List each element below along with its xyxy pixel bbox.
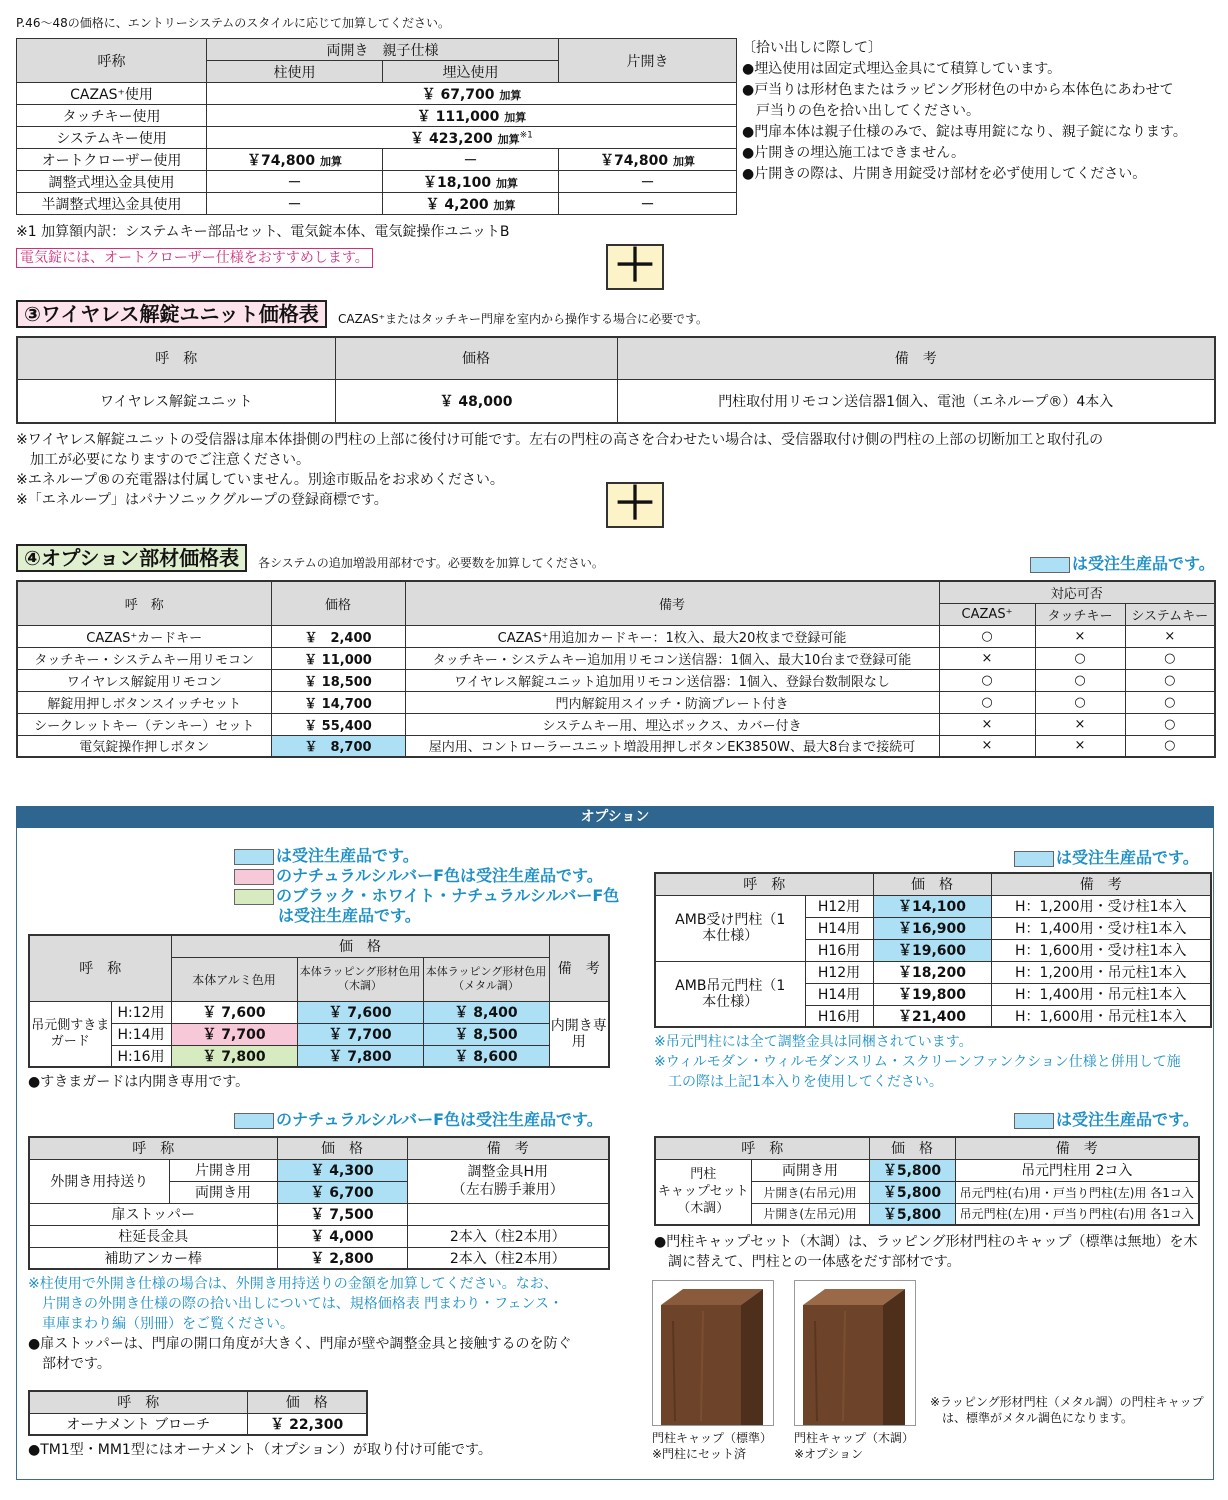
made-to-order-legend: は受注生産品です。 [1030, 554, 1215, 574]
header-embed: 埋込使用 [383, 61, 559, 83]
option-parts-table: 呼 称 価格 備考 対応可否 CAZAS⁺ タッチキー システムキー CAZAS⁺カードキー ￥ 2,400 CAZAS⁺用追加カードキー：1枚入、最大20枚まで登録可能 ○ × × タッチキー・システムキー用リモコン ￥ 11,000 タッチキー・システムキー追加用リモコン送信器：1個入、最大10台まで登録可能 × ○ ○ ワイヤレス解錠用リモコン ￥ 18,500 ワイヤレス解錠ユニット追加用リモコン送信器：1個入、登録台数制限なし ○ ○ ○ 解錠用押しボタンスイッチセット ￥ 14,700 門内解錠用スイッチ・防滴プレート付き ○ ○ ○ シークレットキー（テンキー）セット ￥ 55,400 システムキー用、埋込ボックス、カバー付き × × ○ 電気錠操作押しボタン ￥ 8,700 屋内用、コントローラーユニット増設用押しボタンEK3850W、最大8台まで接続可 × × ○ [16, 580, 1216, 758]
table-row: 柱延長金具 ￥ 4,000 2本入（柱2本用） [29, 1225, 609, 1247]
cap-standard-image [652, 1280, 774, 1426]
ornament-footnote: ●TM1型・MM1型にはオーナメント（オプション）が取り付け可能です。 [28, 1442, 492, 1458]
option-bar: オプション [16, 806, 1214, 828]
table-row: H:14用 ￥ 7,700 ￥ 7,700 ￥ 8,500 [29, 1023, 609, 1045]
table-row: 解錠用押しボタンスイッチセット ￥ 14,700 門内解錠用スイッチ・防滴プレート付き ○ ○ ○ [17, 691, 1215, 713]
pink-note: 電気錠には、オートクローザー仕様をおすすめします。 [16, 248, 373, 268]
section-4-subtitle: 各システムの追加増設用部材です。必要数を加算してください。 [258, 556, 604, 570]
table-row: システムキー使用 ￥ 423,200 加算$^{※1}$ [17, 127, 737, 149]
table-row: 補助アンカー棒 ￥ 2,800 2本入（柱2本用） [29, 1247, 609, 1269]
cap-side-note: ※ラッピング形材門柱（メタル調）の門柱キャップ は、標準がメタル調色になります。 [930, 1395, 1204, 1425]
parts-table: 呼 称 価 格 備 考 外開き用持送り 片開き用 ￥ 4,300 調整金具H用 （左右勝手兼用） 両開き用 ￥ 6,700 扉ストッパー ￥ 7,500 柱延長金具 ￥ 4,000 2本入（柱2本用） 補助アンカー棒 ￥ 2,800 2本入（柱2本用） [28, 1136, 610, 1270]
wireless-unit-table: 呼 称 価格 備 考 ワイヤレス解錠ユニット ￥ 48,000 門柱取付用リモコン送信器1個入、電池（エネループ®）4本入 [16, 336, 1216, 424]
table-row: 半調整式埋込金具使用 － ￥ 4,200 加算 － [17, 193, 737, 215]
table-row: CAZAS⁺カードキー ￥ 2,400 CAZAS⁺用追加カードキー：1枚入、最大20枚まで登録可能 ○ × × [17, 625, 1215, 647]
gap-footnote: ●すきまガードは内開き専用です。 [28, 1074, 250, 1090]
legend-group: は受注生産品です。 のナチュラルシルバーF色は受注生産品です。 のブラック・ホワイト・ナチュラルシルバーF色 は受注生産品です。 [234, 846, 619, 926]
table-row: H:16用 ￥ 7,800 ￥ 7,800 ￥ 8,600 [29, 1045, 609, 1067]
table-row: タッチキー使用 ￥ 111,000 加算 [17, 105, 737, 127]
cap-wood-caption: 門柱キャップ（木調） ※オプション [794, 1431, 915, 1461]
plus-icon: ＋ [606, 482, 664, 528]
addon-price-table [16, 38, 737, 215]
section-3-notes: ※ワイヤレス解錠ユニットの受信器は扉本体掛側の門柱の上部に後付け可能です。左右の門柱の高さを合わせたい場合は、受信器取付け側の門柱の上部の切断加工と取付孔の 加工が必要になりますのでご注意ください。 ※エネループ®の充電器は付属していません。別途市販品をお求めください。 ※「エネループ」はパナソニックグループの登録商標です。 [16, 432, 1104, 508]
header-name: 呼称 [17, 39, 207, 83]
table-row: 両開き用 ￥ 6,700 [29, 1181, 609, 1203]
table-row: 外開き用持送り 片開き用 ￥ 4,300 調整金具H用 （左右勝手兼用） [29, 1159, 609, 1181]
table-row: H16用 ￥21,400 H：1,600用・吊元柱1本入 [655, 1005, 1211, 1027]
amb-legend: は受注生産品です。 [1014, 848, 1199, 868]
header-pillar: 柱使用 [207, 61, 383, 83]
header-double: 両開き 親子仕様 [207, 39, 559, 61]
parts-legend: のナチュラルシルバーF色は受注生産品です。 [234, 1110, 603, 1130]
pickup-notes: 〔拾い出しに際して〕 ●埋込使用は固定式埋込金具にて積算しています。 ●戸当りは形材色またはラッピング形材色の中から本体色にあわせて 戸当りの色を拾い出してください。 ●門扉本体は親子仕様のみで、錠は専用錠になり、親子錠になります。 ●片開きの埋込施工はできません。 ●片開きの際は、片開き用錠受け部材を必ず使用してください。 [742, 40, 1187, 182]
table-row: シークレットキー（テンキー）セット ￥ 55,400 システムキー用、埋込ボックス、カバー付き × × ○ [17, 713, 1215, 735]
parts-notes: ●扉ストッパーは、門扉の開口角度が大きく、門扉が壁や調整金具と接触するのを防ぐ 部材です。 [28, 1336, 572, 1372]
table-row: ワイヤレス解錠ユニット ￥ 48,000 門柱取付用リモコン送信器1個入、電池（エネループ®）4本入 [17, 379, 1215, 423]
header-single: 片開き [559, 39, 737, 83]
table-row: ワイヤレス解錠用リモコン ￥ 18,500 ワイヤレス解錠ユニット追加用リモコン送信器：1個入、登録台数制限なし ○ ○ ○ [17, 669, 1215, 691]
cap-legend: は受注生産品です。 [1014, 1110, 1199, 1130]
table-row: AMB受け門柱（1本仕様） H12用 ￥14,100 H：1,200用・受け柱1本入 [655, 895, 1211, 917]
cap-standard-caption: 門柱キャップ（標準） ※門柱にセット済 [652, 1431, 773, 1461]
table-row: H14用 ￥19,800 H：1,400用・吊元柱1本入 [655, 983, 1211, 1005]
table-row: H16用 ￥19,600 H：1,600用・受け柱1本入 [655, 939, 1211, 961]
section-3-subtitle: CAZAS⁺またはタッチキー門扉を室内から操作する場合に必要です。 [338, 312, 709, 326]
cap-set-table: 呼 称 価 格 備 考 門柱 キャップセット （木調） 両開き用 ￥5,800 吊元門柱用 2コ入 片開き(右吊元)用 ￥5,800 吊元門柱(右)用・戸当り門柱(左)用 各1コ入 片開き(左吊元)用 ￥5,800 吊元門柱(左)用・戸当り門柱(右)用 各1コ入 [654, 1136, 1200, 1226]
parts-notes-blue: ※柱使用で外開き仕様の場合は、外開き用持送りの金額を加算してください。なお、 片開きの外開き仕様の際の拾い出しについては、規格価格表 門まわり・フェンス・ 車庫まわり編（別冊）をご覧ください。 [28, 1276, 564, 1332]
table-row: 電気錠操作押しボタン ￥ 8,700 屋内用、コントローラーユニット増設用押しボタンEK3850W、最大8台まで接続可 × × ○ [17, 735, 1215, 757]
amb-pillar-table: 呼 称 価 格 備 考 AMB受け門柱（1本仕様） H12用 ￥14,100 H：1,200用・受け柱1本入 H14用 ￥16,900 H：1,400用・受け柱1本入 H16用 ￥19,600 H：1,600用・受け柱1本入 AMB吊元門柱（1本仕様） H12用 ￥18,200 H：1,200用・吊元柱1本入 H14用 ￥19,800 H：1,400用・吊元柱1本入 H16用 ￥21,400 H：1,600用・吊元柱1本入 [654, 872, 1212, 1028]
plus-icon: ＋ [606, 244, 664, 290]
gap-guard-table: 呼 称 価 格 備 考 本体アルミ色用 本体ラッピング形材色用 （木調） 本体ラッピング形材色用 （メタル調） 吊元側すきまガード H:12用 ￥ 7,600 ￥ 7,600 ￥ 8,400 内開き専用 H:14用 ￥ 7,700 ￥ 7,700 ￥ 8,500 H:16用 ￥ 7,800 ￥ 7,800 ￥ 8,600 [28, 934, 610, 1068]
table-row: 扉ストッパー ￥ 7,500 [29, 1203, 609, 1225]
table-row: 調整式埋込金具使用 － ￥18,100 加算 － [17, 171, 737, 193]
cap-notes: ●門柱キャップセット（木調）は、ラッピング形材門柱のキャップ（標準は無地）を木 調に替えて、門柱との一体感をだす部材です。 [654, 1234, 1198, 1270]
amb-notes: ※吊元門柱には全て調整金具は同梱されています。 ※ウィルモダン・ウィルモダンスリム・スクリーンファンクション仕様と併用して施 工の際は上記1本入りを使用してください。 [654, 1034, 1181, 1090]
ornament-table: 呼 称 価 格 オーナメント ブローチ ￥ 22,300 [28, 1390, 368, 1436]
intro-text: P.46～48の価格に、エントリーシステムのスタイルに応じて加算してください。 [16, 16, 451, 30]
table-row: CAZAS⁺使用 ￥ 67,700 加算 [17, 83, 737, 105]
table-row: 吊元側すきまガード H:12用 ￥ 7,600 ￥ 7,600 ￥ 8,400 内開き専用 [29, 1001, 609, 1023]
cap-wood-image [794, 1280, 916, 1426]
table-row: オートクローザー使用 ￥74,800 加算 － ￥74,800 加算 [17, 149, 737, 171]
section-4-title: ④オプション部材価格表 [16, 544, 247, 572]
table-row: 門柱 キャップセット （木調） 両開き用 ￥5,800 吊元門柱用 2コ入 [655, 1159, 1199, 1181]
table-row: タッチキー・システムキー用リモコン ￥ 11,000 タッチキー・システムキー追加用リモコン送信器：1個入、最大10台まで登録可能 × ○ ○ [17, 647, 1215, 669]
table-row: AMB吊元門柱（1本仕様） H12用 ￥18,200 H：1,200用・吊元柱1本入 [655, 961, 1211, 983]
section-3-title: ③ワイヤレス解錠ユニット価格表 [16, 300, 327, 328]
table-row: 片開き(左吊元)用 ￥5,800 吊元門柱(左)用・戸当り門柱(右)用 各1コ入 [655, 1203, 1199, 1225]
table-row: H14用 ￥16,900 H：1,400用・受け柱1本入 [655, 917, 1211, 939]
table-row: オーナメント ブローチ ￥ 22,300 [29, 1413, 367, 1435]
legend-swatch [1030, 557, 1070, 573]
table-row: 片開き(右吊元)用 ￥5,800 吊元門柱(右)用・戸当り門柱(左)用 各1コ入 [655, 1181, 1199, 1203]
footnote-1: ※1 加算額内訳：システムキー部品セット、電気錠本体、電気錠操作ユニットB [16, 224, 510, 240]
